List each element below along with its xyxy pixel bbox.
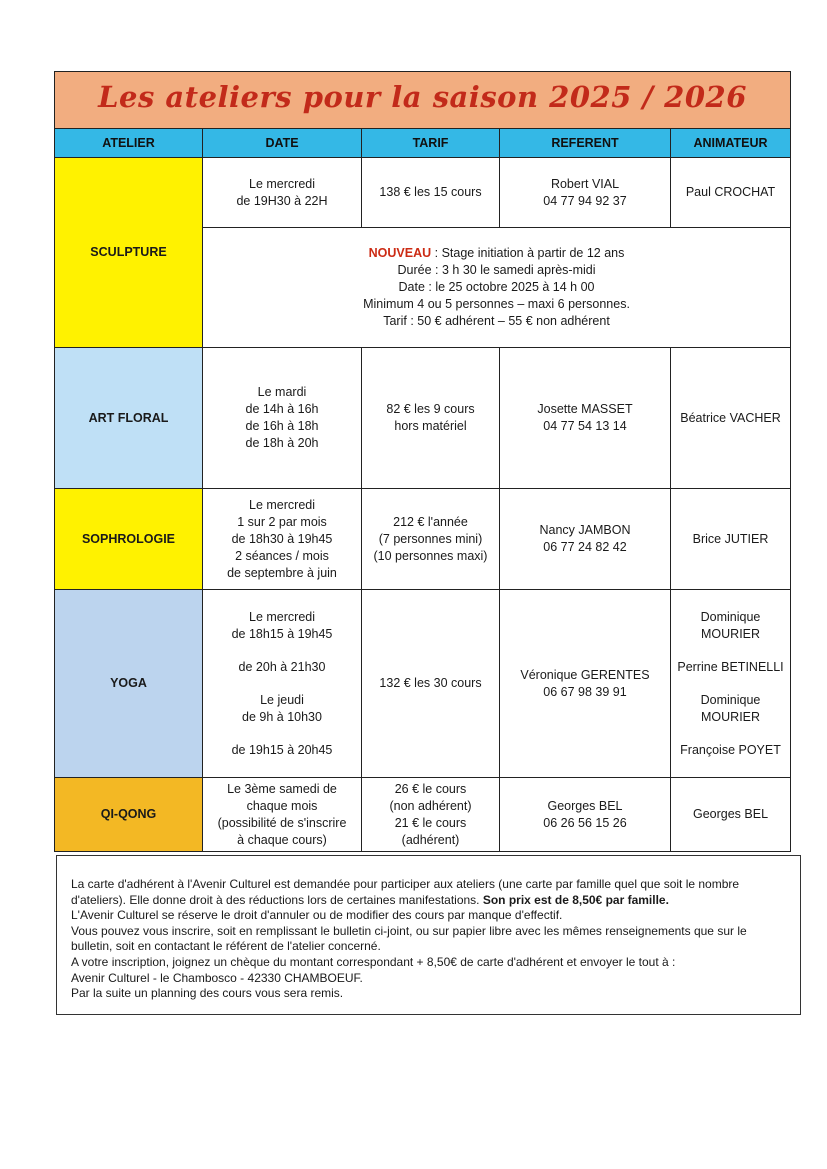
yoga-animateur-line: Françoise POYET: [680, 742, 781, 757]
yoga-date-line: Le jeudi: [260, 692, 304, 707]
yoga-date-line: Le mercredi: [249, 609, 315, 624]
note-paragraph-3: Vous pouvez vous inscrire, soit en remplissant le bulletin ci-joint, ou sur papier libre avec les mêmes renseignements que sur le bulletin, soit en contactant le référent de l'atelier concerné.: [71, 923, 747, 954]
yoga-referent-name: Véronique GERENTES: [520, 667, 650, 682]
sculpture-animateur: Paul CROCHAT: [671, 158, 791, 228]
art-floral-date: [203, 348, 362, 489]
qiqong-tarif-line: 21 € le cours: [394, 815, 467, 830]
sophrologie-date: [203, 489, 362, 590]
header-tarif: TARIF: [362, 129, 500, 158]
art-floral-tarif-line: 82 € les 9 cours: [386, 402, 475, 416]
yoga-date-line: de 18h15 à 19h45: [231, 626, 333, 641]
qiqong-animateur: Georges BEL: [671, 778, 791, 852]
sophrologie-tarif-line: 212 € l'année: [393, 514, 468, 529]
page-title: Les ateliers pour la saison 2025 / 2026: [98, 79, 747, 114]
atelier-yoga: YOGA: [55, 590, 203, 778]
sophrologie-animateur: Brice JUTIER: [671, 489, 791, 590]
sophrologie-tarif: [362, 489, 500, 590]
note-address: Avenir Culturel - le Chambosco - 42330 CHAMBOEUF.: [71, 970, 363, 985]
sophrologie-referent-name: Nancy JAMBON: [539, 523, 631, 537]
title-cell: [55, 72, 791, 129]
sculpture-date-line: de 19H30 à 22H: [236, 193, 328, 208]
art-floral-referent-name: Josette MASSET: [537, 402, 633, 416]
sculpture-date-line: Le mercredi: [249, 176, 315, 191]
info-note: [56, 855, 801, 1015]
yoga-animateur-line: MOURIER: [701, 626, 761, 641]
sophrologie-date-line: 1 sur 2 par mois: [237, 514, 327, 529]
art-floral-tarif: [362, 348, 500, 489]
row-sophrologie: [55, 489, 791, 590]
header-atelier: ATELIER: [55, 129, 203, 158]
qiqong-date-line: chaque mois: [246, 798, 318, 813]
nouveau-line: : Stage initiation à partir de 12 ans: [431, 246, 625, 260]
nouveau-line: Tarif : 50 € adhérent – 55 € non adhérent: [383, 314, 610, 328]
art-floral-date-line: de 16h à 18h: [245, 419, 319, 433]
ateliers-sheet: [54, 71, 790, 852]
qiqong-referent-name: Georges BEL: [547, 798, 623, 813]
art-floral-referent: [500, 348, 671, 489]
qiqong-referent-phone: 06 26 56 15 26: [543, 815, 627, 830]
yoga-referent: [500, 590, 671, 778]
atelier-sculpture: SCULPTURE: [55, 158, 203, 348]
note-text: La carte d'adhérent à l'Avenir Culturel est demandée pour participer aux ateliers (une carte par famille quel que soit le nombre d'ateliers). Elle donne droit à des réductions lors de certaines manifestations.: [71, 877, 740, 907]
qiqong-tarif-line: (adhérent): [401, 832, 460, 847]
yoga-tarif: 132 € les 30 cours: [362, 590, 500, 778]
art-floral-date-line: Le mardi: [257, 385, 307, 399]
atelier-qiqong: QI-QONG: [55, 778, 203, 852]
atelier-sophrologie: SOPHROLOGIE: [55, 489, 203, 590]
yoga-date-line: de 20h à 21h30: [238, 659, 326, 674]
sculpture-referent: [500, 158, 671, 228]
row-qiqong: [55, 778, 791, 852]
note-price: Son prix est de 8,50€ par famille.: [482, 892, 669, 907]
qiqong-tarif-line: (non adhérent): [389, 798, 472, 813]
title-row: [55, 72, 791, 129]
qiqong-date: [203, 778, 362, 852]
sculpture-nouveau: [203, 228, 791, 348]
qiqong-date-line: (possibilité de s'inscrire: [217, 815, 347, 830]
header-referent: REFERENT: [500, 129, 671, 158]
nouveau-label: NOUVEAU: [368, 246, 432, 260]
yoga-animateur-line: MOURIER: [701, 709, 761, 724]
yoga-animateur-line: Dominique: [700, 609, 761, 624]
sculpture-tarif: 138 € les 15 cours: [362, 158, 500, 228]
sophrologie-tarif-line: (7 personnes mini): [378, 531, 483, 546]
sophrologie-date-line: de septembre à juin: [227, 565, 337, 580]
qiqong-tarif-line: 26 € le cours: [394, 781, 467, 796]
note-paragraph-2: L'Avenir Culturel se réserve le droit d'annuler ou de modifier des cours par manque d'effectif.: [71, 908, 563, 923]
art-floral-referent-phone: 04 77 54 13 14: [543, 419, 627, 433]
yoga-date: [203, 590, 362, 778]
sophrologie-date-line: de 18h30 à 19h45: [231, 531, 333, 546]
yoga-referent-phone: 06 67 98 39 91: [543, 684, 627, 699]
note-paragraph-1: [71, 877, 786, 908]
art-floral-date-line: de 18h à 20h: [245, 436, 319, 450]
yoga-animateur: [671, 590, 791, 778]
qiqong-date-line: à chaque cours): [237, 832, 327, 847]
art-floral-animateur: Béatrice VACHER: [671, 348, 791, 489]
header-row: [55, 129, 791, 158]
art-floral-tarif-line: hors matériel: [394, 419, 467, 433]
ateliers-table: [54, 71, 791, 852]
sculpture-referent-phone: 04 77 94 92 37: [543, 193, 627, 208]
yoga-animateur-line: Perrine BETINELLI: [677, 659, 784, 674]
qiqong-date-line: Le 3ème samedi de: [227, 781, 337, 796]
yoga-date-line: de 9h à 10h30: [242, 709, 322, 724]
sculpture-date: [203, 158, 362, 228]
note-paragraph-4: A votre inscription, joignez un chèque du montant correspondant + 8,50€ de carte d'adhérent et envoyer le tout à :: [71, 954, 676, 969]
atelier-art-floral: ART FLORAL: [55, 348, 203, 489]
sophrologie-date-line: Le mercredi: [249, 497, 315, 512]
sophrologie-referent: [500, 489, 671, 590]
header-animateur: ANIMATEUR: [671, 129, 791, 158]
sophrologie-tarif-line: (10 personnes maxi): [373, 548, 488, 563]
sophrologie-date-line: 2 séances / mois: [235, 548, 329, 563]
nouveau-line: Durée : 3 h 30 le samedi après-midi: [397, 263, 596, 277]
row-sculpture: [55, 158, 791, 228]
nouveau-line: Date : le 25 octobre 2025 à 14 h 00: [398, 280, 595, 294]
qiqong-tarif: [362, 778, 500, 852]
header-date: DATE: [203, 129, 362, 158]
art-floral-date-line: de 14h à 16h: [245, 402, 319, 416]
row-yoga: [55, 590, 791, 778]
yoga-animateur-line: Dominique: [700, 692, 761, 707]
yoga-date-line: de 19h15 à 20h45: [231, 742, 333, 757]
qiqong-referent: [500, 778, 671, 852]
row-art-floral: [55, 348, 791, 489]
nouveau-line: Minimum 4 ou 5 personnes – maxi 6 personnes.: [363, 297, 630, 311]
sculpture-referent-name: Robert VIAL: [550, 176, 620, 191]
sophrologie-referent-phone: 06 77 24 82 42: [543, 540, 627, 554]
note-paragraph-6: Par la suite un planning des cours vous sera remis.: [71, 986, 344, 1001]
